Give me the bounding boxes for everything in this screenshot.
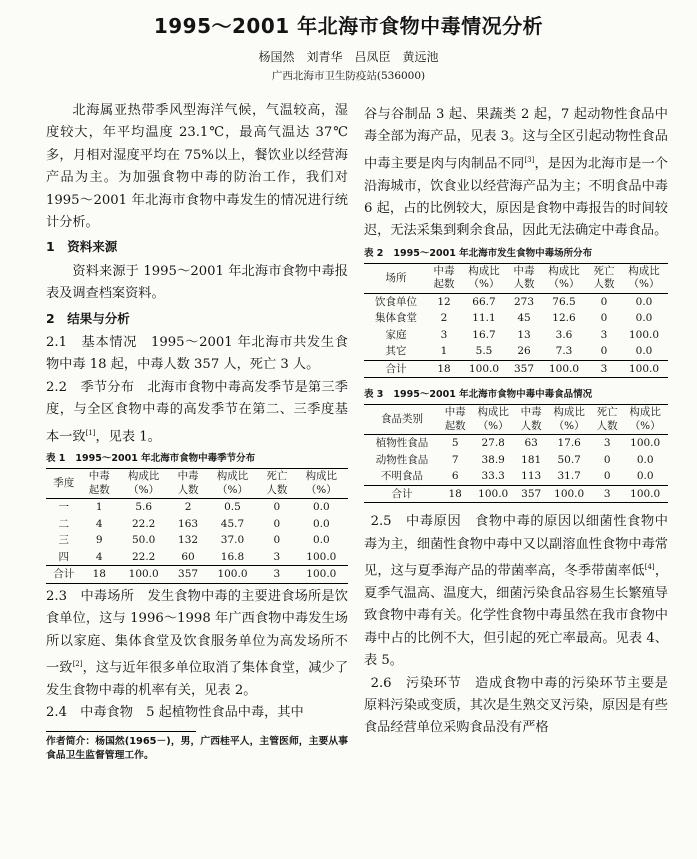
table-cell: 0 — [600, 312, 608, 325]
author-footnote: 作者简介：杨国然(1965－)，男，广西桂平人，主管医师，主要从事食品卫生监督管理工作。 — [46, 735, 348, 761]
table-cell: 357 — [508, 360, 540, 378]
table-header-cell: 构成比 （%） — [622, 405, 668, 435]
table-cell: 0.0 — [312, 501, 330, 514]
table-total-row — [46, 566, 348, 584]
table-cell: 357 — [170, 566, 206, 584]
table-cell: 12.6 — [552, 312, 576, 325]
table-cell: 13 — [517, 328, 531, 341]
table-cell: 50.7 — [557, 453, 581, 466]
table-cell: 0 — [603, 453, 611, 466]
season-paragraph: 2.2 季节分布 北海市食物中毒高发季节是第三季度，与全区食物中毒的高发季节在第二、三季度基本一致[1]，见表 1。 — [46, 379, 348, 445]
table-cell: 100.0 — [306, 550, 337, 563]
table-cell: 16.8 — [220, 550, 245, 563]
table-header-cell: 中毒 起数 — [440, 405, 470, 435]
table-cell: 66.7 — [472, 295, 496, 308]
table-cell: 0 — [603, 470, 611, 483]
basic-situation-paragraph: 2.1 基本情况 1995～2001 年北海市共发生食物中毒 18 起，中毒人数 357 人，死亡 3 人。 — [46, 335, 348, 373]
table-cell: 18 — [82, 566, 118, 584]
table-cell: 60 — [181, 550, 195, 563]
contamination-paragraph: 2.6 污染环节 造成食物中毒的污染环节主要是原料污染或变质，其次是生熟交叉污染，原因是有些食品经营单位采购食品没有严格 — [364, 675, 668, 736]
table-cell: 不明食品 — [381, 470, 423, 483]
venue-paragraph: 2.3 中毒场所 发生食物中毒的主要进食场所是饮食单位，这与 1996～1998 年广西食物中毒发生场所以家庭、集体食堂及饮食服务单位为高发场所不一致[2]，这与近年很多单位取消了集体食堂，减少了发生食物中毒的机率有关，见表 2。 — [46, 588, 349, 698]
table-cell: 12 — [437, 295, 451, 308]
table-cell: 22.2 — [131, 517, 156, 530]
cause-paragraph: 2.5 中毒原因 食物中毒的原因以细菌性食物中毒为主，细菌性食物中毒中又以副溶血性食物中毒常见，这与夏季海产品的带菌率高，冬季带菌率低[4]，夏季气温高、温度大，细菌污染食品容易生长繁殖导致食物中毒有关。化学性食物中毒虽然在我市食物中毒中占的比例不大，但引起的死亡率最高。见表 4、表 5。 — [364, 514, 669, 669]
table-cell: 一 — [58, 501, 69, 514]
data-source-paragraph: 资料来源于 1995～2001 年北海市食物中毒报表及调查档案资料。 — [46, 263, 348, 302]
table-header-cell: 中毒 起数 — [82, 469, 118, 499]
table-cell: 合计 — [364, 485, 440, 503]
table-header-cell: 中毒 人数 — [508, 263, 540, 293]
table-cell: 0.0 — [312, 534, 330, 547]
table-cell: 18 — [440, 485, 470, 503]
table-header-cell: 构成比 （%） — [206, 469, 259, 499]
table-cell: 6 — [451, 470, 459, 483]
table-cell: 0 — [273, 501, 281, 514]
section-heading-1: 1 资料来源 — [46, 239, 118, 255]
table-cell: 3 — [603, 437, 611, 450]
table-row — [364, 452, 668, 469]
table1-caption: 表 1 1995～2001 年北海市食物中毒季节分布 — [46, 453, 256, 465]
table-cell: 37.0 — [220, 534, 245, 547]
table-header-cell: 中毒 起数 — [428, 263, 460, 293]
table-header-cell: 构成比 （%） — [540, 263, 588, 293]
table-header-cell: 构成比 （%） — [470, 405, 516, 435]
table-row — [364, 435, 668, 452]
table-cell: 3 — [440, 328, 448, 341]
food-paragraph-cont: 谷与谷制品 3 起、果蔬类 2 起，7 起动物性食品中毒全部为海产品，见表 3。这与全区引起动物性食品中毒主要是肉与肉制品不同[3]，是因为北海市是一个沿海城市，饮食业以经营海产品为主；不明食品中毒 6 起，占的比例较大，原因是食物中毒报告的时间较迟，无法采集到剩余食品，因此无法确定中毒食品。 — [364, 107, 668, 239]
table-cell: 18 — [428, 360, 460, 378]
table-header-cell: 季度 — [46, 469, 82, 499]
table-cell: 100.0 — [540, 360, 588, 378]
table-header-cell: 构成比 （%） — [295, 469, 348, 499]
table-cell: 0.5 — [224, 501, 241, 514]
table-cell: 100.0 — [206, 566, 259, 584]
table3-food — [364, 404, 668, 503]
table-cell: 合计 — [46, 566, 82, 584]
table-total-row — [364, 485, 668, 503]
table-cell: 113 — [521, 470, 542, 483]
table-cell: 22.2 — [131, 550, 156, 563]
table-cell: 11.1 — [472, 312, 496, 325]
table-header-cell: 中毒 人数 — [516, 405, 546, 435]
table-cell: 5.5 — [475, 345, 493, 358]
article-title: 1995～2001 年北海市食物中毒情况分析 — [153, 14, 544, 38]
section-heading-2: 2 结果与分析 — [46, 310, 130, 326]
table-cell: 三 — [58, 534, 69, 547]
table-cell: 3 — [592, 485, 622, 503]
table-cell: 100.0 — [546, 485, 592, 503]
table-cell: 家庭 — [385, 328, 407, 341]
table-header-cell: 构成比 （%） — [117, 469, 170, 499]
table-cell: 0 — [273, 517, 281, 530]
table-cell: 181 — [521, 453, 542, 466]
table-cell: 100.0 — [117, 566, 170, 584]
table-cell: 0 — [600, 345, 608, 358]
table-cell: 0 — [273, 534, 281, 547]
table-cell: 7 — [451, 453, 459, 466]
authors: 杨国然 刘青华 吕凤臣 黄远池 — [258, 50, 439, 64]
table-cell: 100.0 — [470, 485, 516, 503]
table-cell: 0 — [600, 295, 608, 308]
table-cell: 100.0 — [620, 360, 668, 378]
table-row — [364, 343, 668, 360]
table-cell: 3 — [600, 328, 608, 341]
table-cell: 26 — [517, 345, 531, 358]
table-cell: 27.8 — [481, 437, 505, 450]
table-cell: 4 — [95, 550, 103, 563]
table-cell: 7.3 — [555, 345, 573, 358]
left-column — [46, 100, 348, 763]
table-cell: 其它 — [385, 345, 407, 358]
affiliation: 广西北海市卫生防疫站(536000) — [271, 70, 426, 82]
table-cell: 33.3 — [481, 470, 505, 483]
table-row — [46, 516, 348, 533]
table-cell: 0.0 — [636, 453, 654, 466]
right-column — [364, 104, 668, 740]
food-paragraph-start: 2.4 中毒食物 5 起植物性食品中毒，其中 — [46, 705, 304, 721]
table-cell: 357 — [516, 485, 546, 503]
table-cell: 100.0 — [630, 437, 661, 450]
table-header-cell: 死亡 人数 — [588, 263, 620, 293]
table1-season — [46, 468, 348, 584]
table-header-cell: 构成比 （%） — [460, 263, 508, 293]
footnote-rule — [46, 731, 196, 732]
table-cell: 45.7 — [220, 517, 245, 530]
table-cell: 5.6 — [135, 501, 153, 514]
table-cell: 合计 — [364, 360, 428, 378]
table-cell: 16.7 — [472, 328, 496, 341]
table-cell: 0.0 — [635, 312, 653, 325]
table-cell: 0.0 — [635, 295, 653, 308]
table-cell: 二 — [58, 517, 69, 530]
table-cell: 76.5 — [552, 295, 576, 308]
table-cell: 45 — [517, 312, 531, 325]
table-cell: 17.6 — [557, 437, 581, 450]
table3-caption: 表 3 1995～2001 年北海市食物中毒中毒食品情况 — [364, 389, 593, 401]
table-header-cell: 场所 — [364, 263, 428, 293]
intro-paragraph: 北海属亚热带季风型海洋气候，气温较高，湿度较大，年平均温度 23.1℃，最高气温达 37℃多，月相对湿度平均在 75%以上，餐饮业以经营海产品为主。为加强食物中毒的防治工作，我们对 1995～2001 年北海市食物中毒发生的情况进行统计分析。 — [46, 103, 348, 231]
table-cell: 3.6 — [555, 328, 573, 341]
table-header-cell: 构成比 （%） — [620, 263, 668, 293]
table-row — [46, 549, 348, 566]
table-cell: 0.0 — [312, 517, 330, 530]
table-row — [364, 310, 668, 327]
table-cell: 163 — [178, 517, 199, 530]
table-header-cell: 死亡 人数 — [592, 405, 622, 435]
table-cell: 集体食堂 — [375, 312, 417, 325]
table-cell: 动物性食品 — [375, 453, 429, 466]
table-cell: 3 — [259, 566, 295, 584]
table-cell: 2 — [440, 312, 448, 325]
table-row — [364, 327, 668, 344]
table-cell: 饮食单位 — [375, 295, 417, 308]
table-header-cell: 食品类别 — [364, 405, 440, 435]
table-cell: 1 — [95, 501, 103, 514]
table-cell: 植物性食品 — [375, 437, 429, 450]
table2-caption: 表 2 1995～2001 年北海市发生食物中毒场所分布 — [364, 247, 593, 259]
table-cell: 3 — [588, 360, 620, 378]
table-row — [364, 468, 668, 485]
table-cell: 1 — [440, 345, 448, 358]
table-cell: 4 — [95, 517, 103, 530]
table-cell: 63 — [524, 437, 538, 450]
table-cell: 31.7 — [557, 470, 581, 483]
table-cell: 100.0 — [628, 328, 660, 341]
table-cell: 132 — [178, 534, 199, 547]
table-cell: 100.0 — [622, 485, 668, 503]
table-row — [364, 293, 668, 310]
table-header-cell: 中毒 人数 — [170, 469, 206, 499]
table-row — [46, 532, 348, 549]
table-header-cell: 死亡 人数 — [259, 469, 295, 499]
table-cell: 0.0 — [635, 345, 653, 358]
table-cell: 四 — [58, 550, 69, 563]
table-cell: 3 — [273, 550, 281, 563]
table-cell: 50.0 — [131, 534, 156, 547]
table-row — [46, 499, 348, 516]
table2-venue — [364, 263, 668, 379]
table-cell: 5 — [451, 437, 459, 450]
table-cell: 100.0 — [295, 566, 348, 584]
table-header-cell: 构成比 （%） — [546, 405, 592, 435]
table-cell: 9 — [95, 534, 103, 547]
table-cell: 273 — [513, 295, 535, 308]
table-cell: 2 — [184, 501, 192, 514]
table-total-row — [364, 360, 668, 378]
table-cell: 38.9 — [481, 453, 505, 466]
table-cell: 0.0 — [636, 470, 654, 483]
table-cell: 100.0 — [460, 360, 508, 378]
